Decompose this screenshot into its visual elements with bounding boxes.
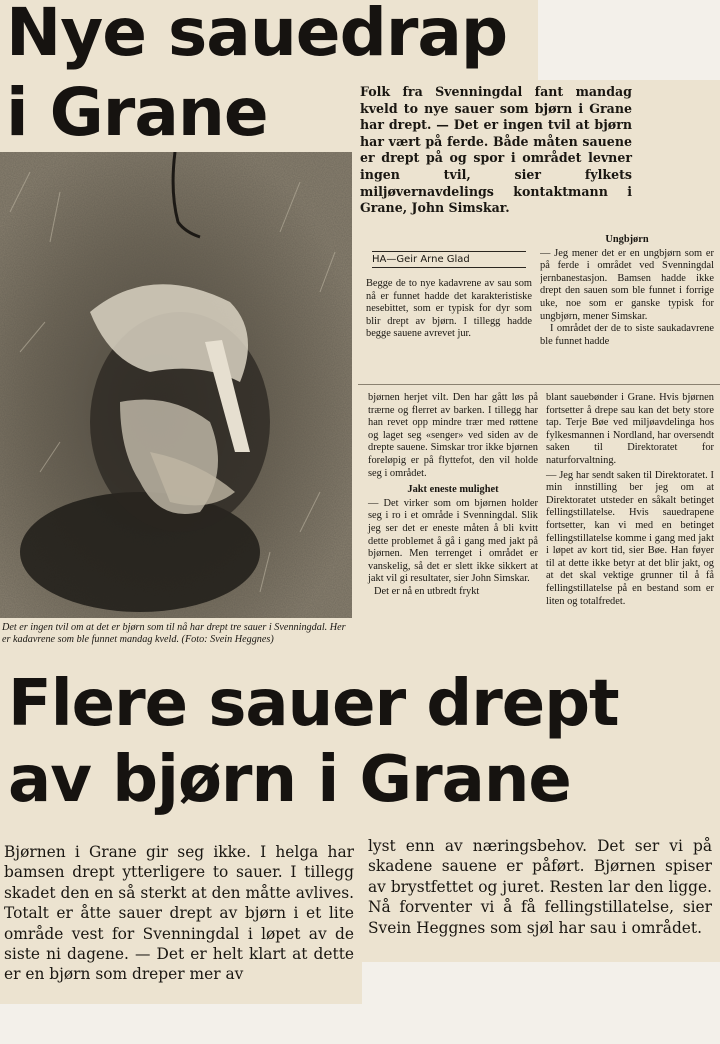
article2-column2: lyst enn av næringsbehov. Det ser vi på skadene sauene er påført. Bjørnen spiser av brystfettet og juret. Resten lar den ligge. Nå forventer vi å få fellingstillatelse, sier Svein Heggnes som sjøl har sau i området.: [368, 837, 712, 937]
headline-article1-line1: Nye sauedrap: [6, 0, 508, 71]
column3-paragraph3: Det er nå en utbredt frykt: [374, 585, 480, 597]
headline-article2-line2: av bjørn i Grane: [8, 743, 571, 817]
column4-paragraph1: blant sauebønder i Grane. Hvis bjørnen fortsetter å drepe sau kan det bety store tap. Terje Bøe ved miljøavdelinga hos fylkesmannen i Nordland, har oversendt saken til Direktoratet for naturforvaltning.: [546, 392, 714, 466]
sheep-carcass-photo: [0, 152, 352, 618]
photo-caption: Det er ingen tvil om at det er bjørn som til nå har drept tre sauer i Svenningdal. Her er kadavrene som ble funnet mandag kveld. (Foto: Svein Heggnes): [2, 622, 346, 646]
article1-column4: [546, 392, 714, 608]
subhead-ungbjorn: Ungbjørn: [605, 234, 649, 245]
headline-article2-line1: Flere sauer drept: [8, 667, 619, 741]
column3-paragraph2: — Det virker som om bjørnen holder seg i ro i et område i Svenningdal. Slik jeg ser det er eneste måten å bli kvitt dette problemet å gå i gang med jakt på bjørnen. Men terrenget i området er vanskelig, så det er slett ikke sikkert at jakt vil gi resultater, sier John Simskar.: [368, 497, 538, 585]
column2-paragraph1: — Jeg mener det er en ungbjørn som er på ferde i området ved Svenningdal jernbanestasjon. Bamsen hadde ikke drept den sauen som ble funnet i forrige uke, noe som er ganske typisk for ungbjørn, mener Simskar.: [540, 247, 714, 322]
column2-paragraph2: I området der de to siste saukadavrene ble funnet hadde: [540, 323, 714, 347]
column4-paragraph2: — Jeg har sendt saken til Direktoratet. I min innstilling ber jeg om at Direktoratet utsteder en såkalt betinget fellingstillatelse. Hvis sauedrapene fortsetter, kan vi med en betinget fellingstillatelse komme i gang med jakt i løpet av kort tid, sier Bøe. Han føyer til at dette ikke betyr at det blir jakt, og at det skal vektige grunner til å få fellingstillatelse på en bestand som er liten og totalfredet.: [546, 469, 714, 607]
article2-column1: Bjørnen i Grane gir seg ikke. I helga har bamsen drept ytterligere to sauer. I tillegg skadet den en så sterkt at den måtte avlives. Totalt er åtte sauer drept av bjørn i et lite område vest for Svenningdal i løpet av de siste ni dagene. — Det er helt klart at dette er en bjørn som dreper mer av: [4, 843, 354, 984]
article1-column2: [540, 232, 714, 378]
article1-column3: [368, 392, 538, 599]
byline: HA—Geir Arne Glad: [372, 251, 526, 268]
photo-image: [0, 152, 352, 618]
article1-lead: Folk fra Svenningdal fant mandag kveld to nye sauer som bjørn i Grane har drept. — Det er ingen tvil at bjørn har vært på ferde. Både måten sauene er drept på og spor i området levner ingen tvil, sier fylkets miljøvernavdelings kontaktmann i Grane, John Simskar.: [360, 84, 632, 216]
column1-paragraph: Begge de to nye kadavrene av sau som nå er funnet hadde det karakteristiske nesebittet, som er typisk for dyr som blir drept av bjørn. I tillegg hadde begge sauene avrevet jur.: [366, 278, 532, 340]
article1-column1: [366, 278, 532, 341]
column-divider: [358, 384, 720, 385]
column3-paragraph1: bjørnen herjet vilt. Den har gått løs på trærne og flerret av barken. I tillegg har han revet opp mindre trær med røttene og laget seg «senger» ved siden av de drepte sauene. Simskar tror ikke bjørnen foreløpig er på flyttefot, den vil holde seg i området.: [368, 392, 538, 479]
subhead-jakt: Jakt eneste mulighet: [407, 484, 499, 496]
headline-article1-line2: i Grane: [6, 74, 268, 151]
